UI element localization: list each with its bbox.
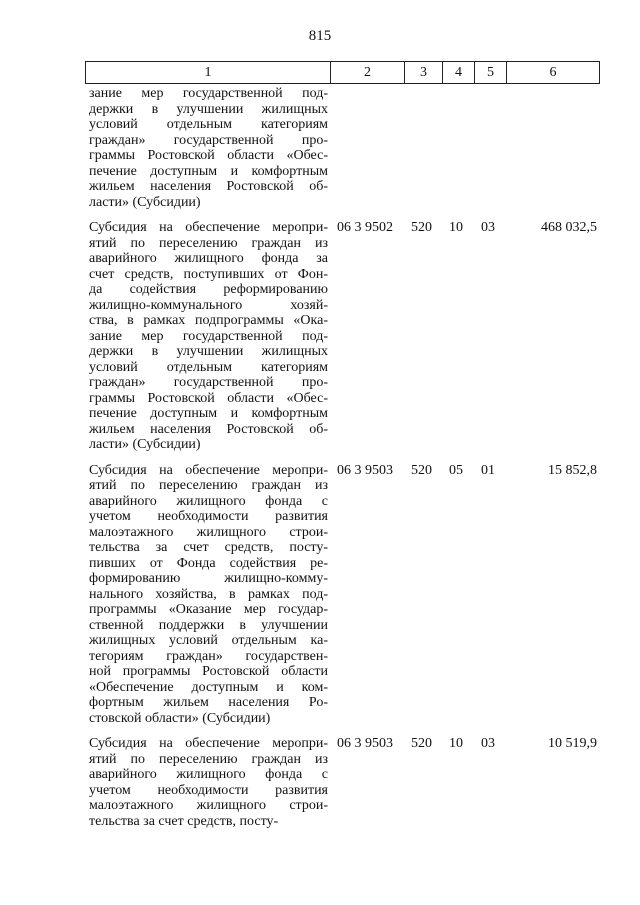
row-spacer [85, 453, 599, 463]
description-line: граммы Ростовской области «Обес- [89, 390, 328, 406]
header-row [86, 62, 600, 84]
description-line: малоэтажного жилищного строи- [89, 798, 328, 813]
description-line: жильем населения Ростовской об- [89, 179, 328, 194]
description-line: «Обеспечение доступным и ком- [89, 679, 328, 695]
row-subsection: 03 [481, 220, 495, 235]
description-line: условий отдельным категориям [89, 359, 328, 375]
row-amount: 10 519,9 [548, 736, 597, 751]
description-line: ласти» (Субсидии) [89, 437, 201, 452]
description-line: да содействия реформированию [89, 282, 328, 297]
description-line: жильем населения Ростовской об- [89, 421, 328, 437]
row-description [89, 86, 328, 210]
description-line: Субсидия на обеспечение меропри- [89, 462, 328, 478]
row-spacer [85, 726, 599, 736]
row-description [89, 736, 328, 829]
description-line: зание мер государственной под- [89, 328, 328, 344]
description-line: граждан» государственной про- [89, 132, 328, 148]
description-line: ства, в рамках подпрограммы «Ока- [89, 313, 328, 328]
description-line: учетом необходимости развития [89, 509, 328, 524]
row-section: 10 [449, 220, 463, 235]
description-line: граммы Ростовской области «Обес- [89, 148, 328, 163]
row-subsection: 03 [481, 736, 495, 751]
header-col-2: 2 [331, 62, 405, 84]
description-line: формированию жилищно-комму- [89, 571, 328, 586]
row-section: 05 [449, 462, 463, 478]
description-line: тельства за счет средств, посту- [89, 813, 279, 829]
row-target-code: 06 3 9503 [337, 462, 393, 478]
header-col-4: 4 [443, 62, 475, 84]
description-line: граждан» государственной про- [89, 375, 328, 390]
header-col-5: 5 [475, 62, 507, 84]
description-line: держки в улучшении жилищных [89, 101, 328, 117]
description-line: стовской области» (Субсидии) [89, 710, 271, 726]
header-col-3: 3 [405, 62, 443, 84]
description-line: ятий по переселению граждан из [89, 478, 328, 493]
description-line: тельства за счет средств, посту- [89, 540, 328, 555]
row-target-code: 06 3 9503 [337, 736, 393, 751]
description-line: счет средств, поступивших от Фон- [89, 266, 328, 282]
table-row [85, 86, 599, 210]
table-row [85, 736, 599, 829]
header-col-6: 6 [507, 62, 600, 84]
table-row [85, 463, 599, 727]
description-line: аварийного жилищного фонда за [89, 251, 328, 266]
row-expense-type: 520 [411, 462, 432, 478]
description-line: держки в улучшении жилищных [89, 344, 328, 359]
table-body [85, 86, 599, 829]
description-line: нального хозяйства, в рамках под- [89, 586, 328, 602]
description-line: тегориям граждан» государствен- [89, 648, 328, 664]
page-number: 815 [308, 28, 332, 44]
table-header [85, 61, 600, 84]
row-description [89, 463, 328, 727]
row-amount: 15 852,8 [548, 462, 597, 478]
table-row [85, 220, 599, 453]
description-line: условий отдельным категориям [89, 117, 328, 132]
description-line: Субсидия на обеспечение меропри- [89, 220, 328, 235]
description-line: малоэтажного жилищного строи- [89, 524, 328, 540]
description-line: ятий по переселению граждан из [89, 751, 328, 767]
description-line: ятий по переселению граждан из [89, 235, 328, 251]
description-line: жилищно-коммунального хозяй- [89, 297, 328, 313]
description-line: ласти» (Субсидии) [89, 194, 201, 210]
description-line: жилищных условий отдельным ка- [89, 633, 328, 648]
description-line: программы «Оказание мер государ- [89, 602, 328, 617]
description-line: фортным жильем населения Ро- [89, 695, 328, 710]
description-line: Субсидия на обеспечение меропри- [89, 736, 328, 751]
row-amount: 468 032,5 [541, 220, 597, 235]
row-subsection: 01 [481, 462, 495, 478]
row-expense-type: 520 [411, 736, 432, 751]
description-line: зание мер государственной под- [89, 86, 328, 101]
row-target-code: 06 3 9502 [337, 220, 393, 235]
description-line: ной программы Ростовской области [89, 664, 328, 679]
description-line: печение доступным и комфортным [89, 406, 328, 421]
header-col-1: 1 [86, 62, 331, 84]
row-section: 10 [449, 736, 463, 751]
description-line: ственной поддержки в улучшении [89, 617, 328, 633]
description-line: учетом необходимости развития [89, 782, 328, 798]
row-description [89, 220, 328, 453]
description-line: аварийного жилищного фонда с [89, 767, 328, 782]
row-expense-type: 520 [411, 220, 432, 235]
description-line: пивших от Фонда содействия ре- [89, 555, 328, 571]
row-spacer [85, 210, 599, 220]
description-line: аварийного жилищного фонда с [89, 493, 328, 509]
description-line: печение доступным и комфортным [89, 163, 328, 179]
